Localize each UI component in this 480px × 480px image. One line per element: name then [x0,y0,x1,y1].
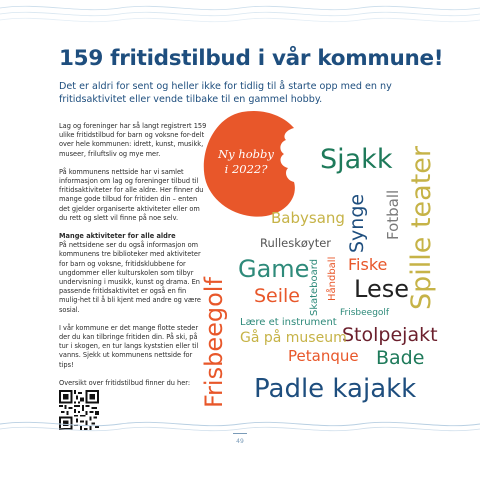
word-synge: Synge [346,193,368,253]
body-text [59,122,207,397]
word-lese: Lese [354,275,409,303]
section-heading: Mange aktiviteter for alle aldre [59,232,176,241]
bubble-text [206,147,286,177]
body-paragraph-1: Lag og foreninger har så langt registrert 159 ulike fritidstilbud for barn og voksne for-delt over hele kommunen: idrett, kunst, musikk, museer, friluftsliv og mye mer. [59,122,207,158]
word-petanque: Petanque [288,347,359,365]
word-fiske: Fiske [348,255,388,274]
body-paragraph-4: I vår kommune er det mange flotte steder der du kan tilbringe fritiden din. På ski, på tur i skogen, en tur langs kyststien eller til vanns. Sjekk ut kommunens nettside for tips! [59,323,199,369]
page-number-rule [233,433,247,434]
body-paragraph-3: På nettsidene ser du også informasjon om kommunens tre biblioteker med aktiviteter for barn og voksne, fritidsklubbene for ungdommer eller kulturskolen som tilbyr undervisning i musikk, kunst og drama. En passende fritidsaktivitet er også en fin mulig-het til å bli kjent med andre og være sosial. [59,241,201,314]
word-rulleskoyter: Rulleskøyter [260,236,332,250]
word-game: Game [238,255,310,283]
lead-paragraph: Det er aldri for sent og heller ikke for tidlig til å starte opp med en ny fritidsaktivitet eller vende tilbake til en gammel hobby. [59,81,392,105]
word-frisbeegolf-big: Frisbeegolf [200,277,228,408]
word-stolpejakt: Stolpejakt [342,324,438,346]
top-wave-decoration [0,0,480,40]
word-seile: Seile [254,285,300,307]
page-title: 159 fritidstilbud i vår kommune! [59,46,444,71]
bubble-line-1: Ny hobby [218,147,274,161]
word-padle-kajakk: Padle kajakk [254,374,417,404]
word-handball: Håndball [327,256,338,301]
body-paragraph-2: På kommunens nettside har vi samlet informasjon om lag og foreninger tilbud til fritidsaktiviteter for alle aldre. Her finner du mange gode tilbud for fritiden din – enten det gjelder organiserte aktiviteter eller om du rett og slett vil finne på noe selv. [59,167,204,222]
word-spille-teater: Spille teater [406,145,437,310]
bubble-line-2: i 2022? [224,162,268,176]
word-laere-et-instrument: Lære et instrument [240,317,337,328]
body-paragraph-5: Oversikt over fritidstilbud finner du her: [59,378,191,387]
word-bade: Bade [376,347,425,369]
word-skateboard: Skateboard [309,258,320,316]
word-frisbeegolf-small: Frisbeegolf [340,308,390,318]
word-babysang: Babysang [271,209,345,227]
word-sjakk: Sjakk [320,144,393,175]
page-number: 49 [236,438,244,445]
word-fotball: Fotball [384,189,402,240]
word-ga-pa-museum: Gå på museum [240,330,347,346]
